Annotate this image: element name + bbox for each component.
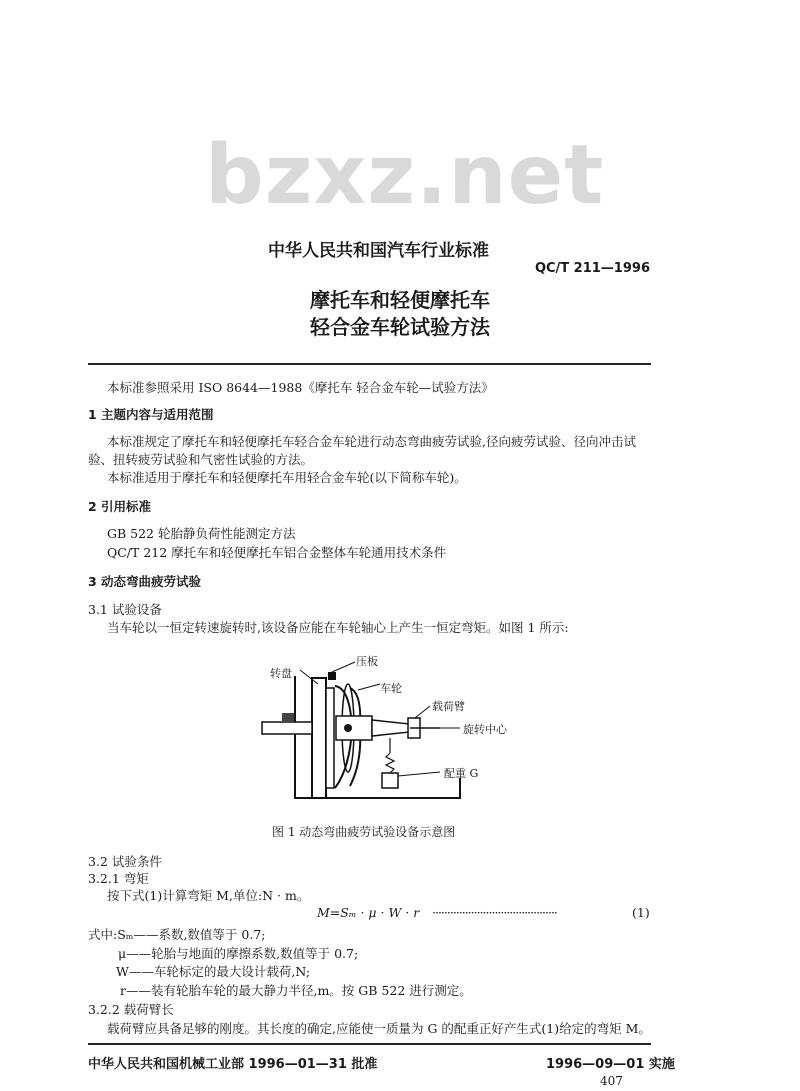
section-1-heading: 1 主题内容与适用范围: [88, 407, 214, 422]
where-sm: 式中:Sₘ——系数,数值等于 0.7;: [88, 927, 266, 942]
document-title-line2: 轻合金车轮试验方法: [310, 315, 490, 339]
document-title-line1: 摩托车和轻便摩托车: [310, 288, 490, 312]
label-wheel: 车轮: [380, 682, 402, 695]
where-w: W——车轮标定的最大设计载荷,N;: [116, 964, 311, 979]
label-pressure-plate: 压板: [356, 655, 378, 668]
header-rule: [88, 363, 651, 365]
section-3-2-heading: 3.2 试验条件: [88, 854, 162, 869]
reference-gb522: GB 522 轮胎静负荷性能测定方法: [107, 526, 296, 541]
reference-qct212: QC/T 212 摩托车和轻便摩托车铝合金整体车轮通用技术条件: [107, 545, 447, 560]
section-3-1-heading: 3.1 试验设备: [88, 602, 162, 617]
section-3-2-2-text: 载荷臂应具备足够的刚度。其长度的确定,应能使一质量为 G 的配重正好产生式(1)给定的弯矩 M。: [107, 1021, 651, 1036]
section-1-para2: 本标准适用于摩托车和轻便摩托车用轻合金车轮(以下简称车轮)。: [107, 470, 467, 485]
label-counterweight: 配重 G: [444, 767, 479, 780]
where-r: r——装有轮胎车轮的最大静力半径,m。按 GB 522 进行测定。: [120, 983, 472, 998]
where-mu: μ——轮胎与地面的摩擦系数,数值等于 0.7;: [118, 946, 359, 961]
approval-date: 中华人民共和国机械工业部 1996—01—31 批准: [88, 1057, 378, 1072]
watermark: bzxz.net: [205, 128, 605, 223]
section-1-para1-line1: 本标准规定了摩托车和轻便摩托车轻合金车轮进行动态弯曲疲劳试验,径向疲劳试验、径向冲击试: [107, 434, 636, 449]
section-1-para1-line2: 验、扭转疲劳试验和气密性试验的方法。: [88, 452, 314, 467]
effective-date: 1996—09—01 实施: [546, 1057, 675, 1072]
label-rotation-center: 旋转中心: [463, 723, 507, 736]
section-3-1-text: 当车轮以一恒定转速旋转时,该设备应能在车轮轴心上产生一恒定弯矩。如图 1 所示:: [107, 620, 569, 635]
figure-1-caption: 图 1 动态弯曲疲劳试验设备示意图: [272, 825, 456, 839]
label-load-arm: 载荷臂: [432, 700, 465, 713]
label-turntable: 转盘: [270, 667, 292, 680]
section-2-heading: 2 引用标准: [88, 499, 152, 514]
standard-type: 中华人民共和国汽车行业标准: [268, 241, 489, 261]
section-3-2-1-text: 按下式(1)计算弯矩 M,单位:N · m。: [107, 888, 310, 903]
page-number: 407: [600, 1074, 623, 1088]
formula-dots: ··········································: [432, 905, 557, 920]
footer-rule: [88, 1043, 651, 1045]
section-3-2-2-heading: 3.2.2 载荷臂长: [88, 1002, 174, 1017]
standard-code: QC/T 211—1996: [534, 261, 650, 276]
section-3-heading: 3 动态弯曲疲劳试验: [88, 574, 202, 589]
formula-1: M=Sₘ · μ · W · r: [317, 905, 420, 920]
formula-number: (1): [632, 905, 650, 920]
intro-text: 本标准参照采用 ISO 8644—1988《摩托车 轻合金车轮—试验方法》: [107, 380, 494, 395]
section-3-2-1-heading: 3.2.1 弯矩: [88, 871, 149, 886]
